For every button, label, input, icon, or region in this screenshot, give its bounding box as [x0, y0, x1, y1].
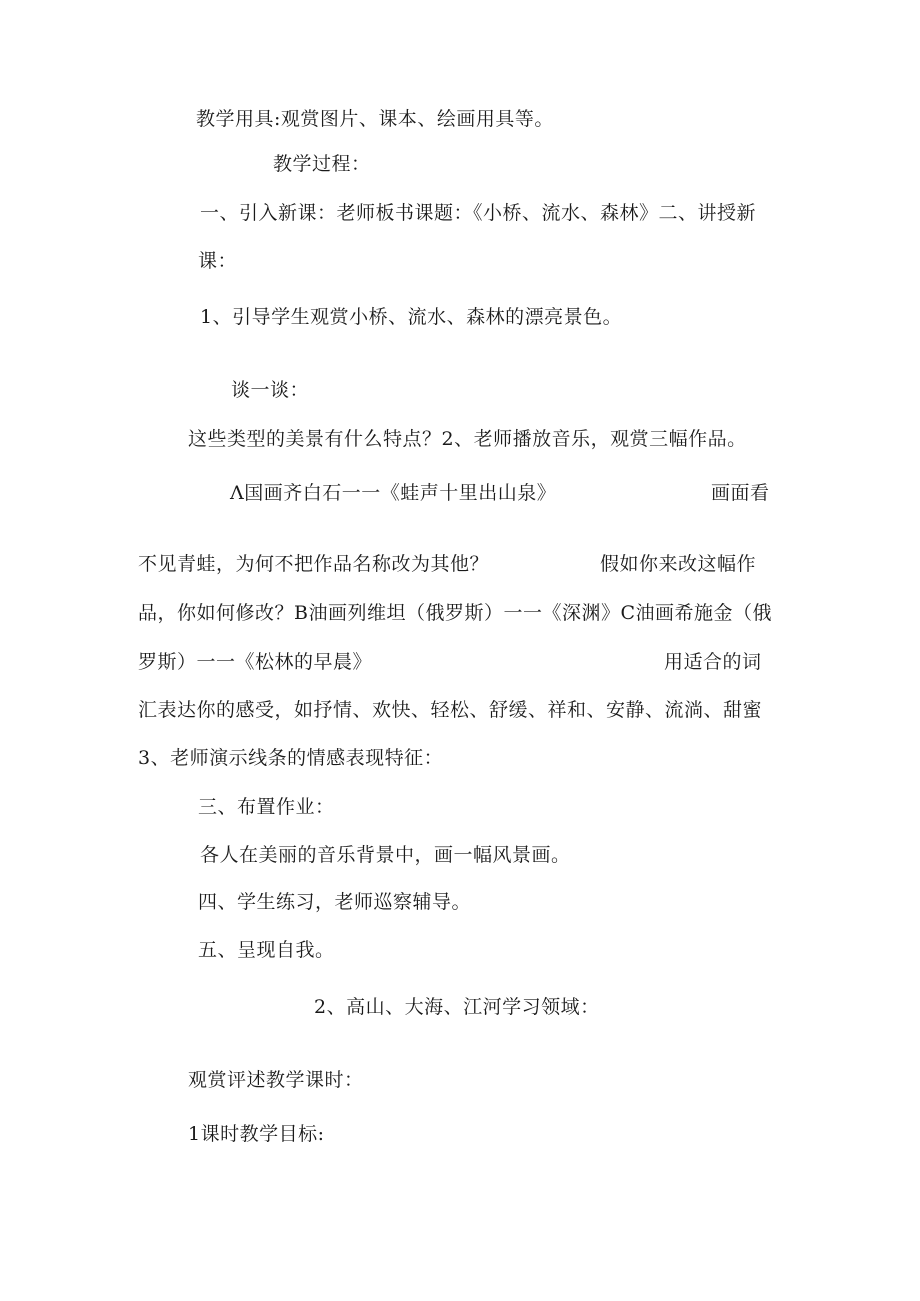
text-line-present: 五、呈现自我。: [198, 939, 335, 961]
text-line-express-feelings: 汇表达你的感受，如抒情、欢快、轻松、舒缓、祥和、安静、流淌、甜蜜: [138, 699, 763, 721]
text-line-suitable-words: 用适合的词: [664, 651, 762, 673]
text-line-lesson-hours: 观赏评述教学课时：: [188, 1069, 364, 1091]
text-line-painting-a: Λ国画齐白石一一《蛙声十里出山泉》: [230, 482, 557, 504]
text-line-teaching-tools: 教学用具:观赏图片、课本、绘画用具等。: [196, 108, 554, 130]
text-line-line-demo: 3、老师演示线条的情感表现特征：: [138, 747, 444, 769]
text-line-discuss: 谈一谈：: [231, 379, 310, 401]
text-line-homework-detail: 各人在美丽的音乐背景中，画一幅风景画。: [200, 844, 571, 866]
text-line-guide-students: 1、引导学生观赏小桥、流水、森林的漂亮景色。: [200, 306, 623, 328]
text-line-pine-forest: 罗斯）一一《松林的早晨》: [138, 651, 373, 673]
text-line-rename-work: 假如你来改这幅作: [600, 553, 757, 575]
text-line-scenery-features: 这些类型的美景有什么特点？2、老师播放音乐，观赏三幅作品。: [188, 428, 747, 450]
text-line-painting-a-tail: 画面看: [711, 482, 770, 504]
text-line-no-frog: 不见青蛙，为何不把作品名称改为其他？: [138, 553, 490, 575]
text-line-learning-domain: 2、高山、大海、江河学习领域：: [314, 996, 600, 1018]
text-line-homework: 三、布置作业：: [198, 796, 335, 818]
text-line-intro-new-lesson: 一、引入新课：老师板书课题：《小桥、流水、森林》二、讲授新: [200, 202, 757, 224]
text-line-lesson-continued: 课：: [198, 250, 238, 272]
text-line-teaching-process: 教学过程：: [273, 153, 371, 175]
text-line-practice: 四、学生练习，老师巡察辅导。: [198, 891, 472, 913]
text-line-painting-b-c: 品，你如何修改？B油画列维坦（俄罗斯）一一《深渊》C油画希施金（俄: [138, 602, 773, 624]
text-line-teaching-goal: 1课时教学目标:: [188, 1123, 325, 1145]
